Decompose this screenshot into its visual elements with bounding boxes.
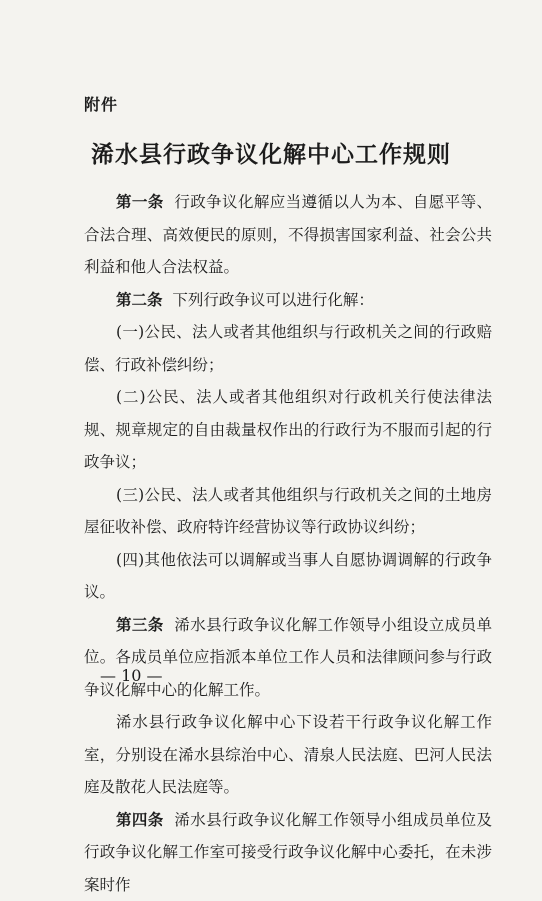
document-body: [84, 186, 492, 901]
article-4-head: 第四条: [116, 811, 164, 829]
page-number: — 10 —: [100, 666, 163, 685]
article-4: [84, 804, 492, 901]
article-1-head: 第一条: [116, 193, 164, 211]
article-3: [84, 609, 492, 707]
article-2-item-2: (二)公民、法人或者其他组织对行政机关行使法律法规、规章规定的自由裁量权作出的行政行为不服而引起的行政争议；: [84, 381, 492, 479]
article-3-text: 浠水县行政争议化解工作领导小组设立成员单位。各成员单位应指派本单位工作人员和法律顾问参与行政争议化解中心的化解工作。: [84, 616, 492, 699]
document-title: 浠水县行政争议化解中心工作规则: [0, 136, 542, 169]
article-2-item-3: (三)公民、法人或者其他组织与行政机关之间的土地房屋征收补偿、政府特许经营协议等行政协议纠纷；: [84, 479, 492, 544]
article-2-head: 第二条: [116, 291, 163, 309]
article-2: [84, 284, 492, 317]
article-4-text: 浠水县行政争议化解工作领导小组成员单位及行政争议化解工作室可接受行政争议化解中心委托，在未涉案时作: [84, 811, 492, 894]
article-1-text: 行政争议化解应当遵循以人为本、自愿平等、合法合理、高效便民的原则，不得损害国家利益、社会公共利益和他人合法权益。: [84, 193, 492, 276]
article-3-paragraph-2: 浠水县行政争议化解中心下设若干行政争议化解工作室，分别设在浠水县综治中心、清泉人民法庭、巴河人民法庭及散花人民法庭等。: [84, 706, 492, 804]
article-2-intro: 下列行政争议可以进行化解：: [172, 291, 374, 309]
article-2-item-1: (一)公民、法人或者其他组织与行政机关之间的行政赔偿、行政补偿纠纷；: [84, 316, 492, 381]
article-3-head: 第三条: [116, 616, 164, 634]
article-1: [84, 186, 492, 284]
article-2-item-4: (四)其他依法可以调解或当事人自愿协调调解的行政争议。: [84, 544, 492, 609]
attachment-label: 附件: [84, 92, 118, 115]
